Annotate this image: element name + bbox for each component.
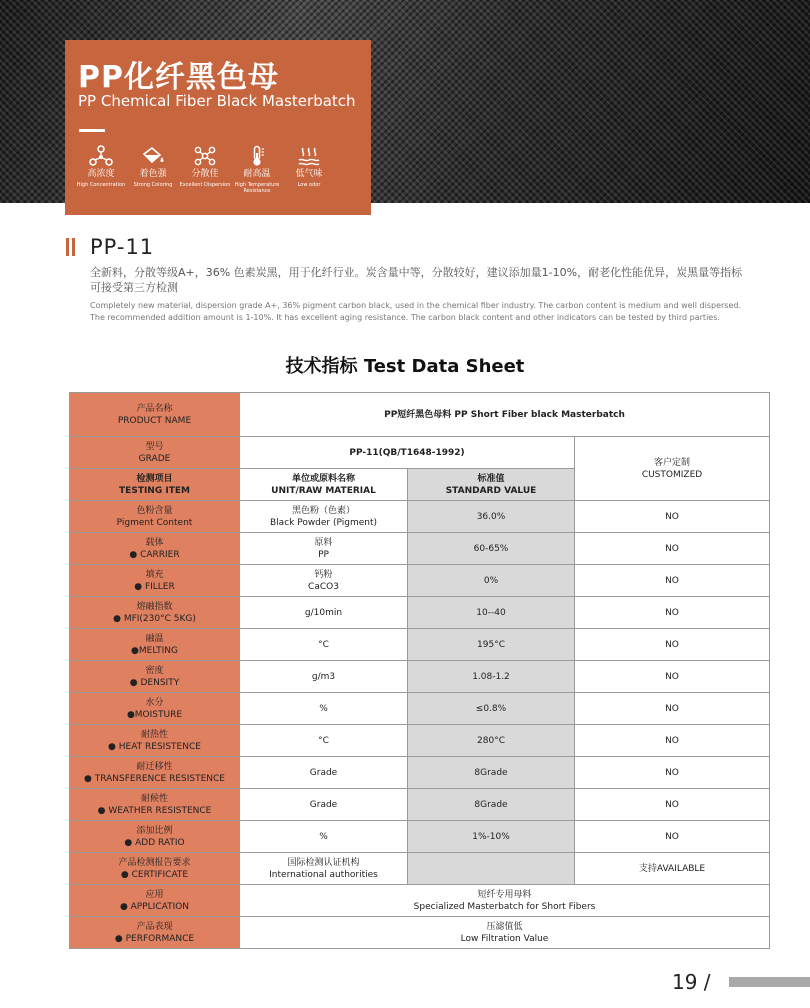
item-label: 产品检测报告要求 ● CERTIFICATE [70, 853, 240, 885]
product-header [66, 235, 154, 259]
item-label: 应用 ● APPLICATION [70, 885, 240, 917]
item-label: 水分 ●MOISTURE [70, 693, 240, 725]
table-row [70, 821, 770, 853]
hero-card [65, 40, 371, 215]
feature-label-en: High Temperature Resistance [234, 182, 280, 194]
feature-strong-coloring [127, 145, 179, 194]
feature-high-temperature [231, 145, 283, 194]
feature-label-en: Low odor [297, 182, 321, 188]
unit-cell: Grade [240, 757, 408, 789]
standard-cell: 10--40 [408, 597, 575, 629]
performance-value: 压滤值低 Low Filtration Value [240, 917, 770, 949]
unit-cell: 国际检测认证机构 International authorities [240, 853, 408, 885]
grade-label: 型号 GRADE [70, 437, 240, 469]
table-row-performance [70, 917, 770, 949]
item-label: 耐候性 ● WEATHER RESISTENCE [70, 789, 240, 821]
customized-cell: NO [575, 661, 770, 693]
customized-cell: NO [575, 501, 770, 533]
customized-cell: NO [575, 757, 770, 789]
table-row [70, 597, 770, 629]
standard-header: 标准值 STANDARD VALUE [408, 469, 575, 501]
item-label: 熔融指数 ● MFI(230°C 5KG) [70, 597, 240, 629]
standard-cell [408, 853, 575, 885]
product-name-label: 产品名称 PRODUCT NAME [70, 393, 240, 437]
feature-label-cn: 高浓度 [87, 169, 115, 179]
item-label: 耐热性 ● HEAT RESISTENCE [70, 725, 240, 757]
table-row [70, 757, 770, 789]
hero-title-cn: PP化纤黑色母 [78, 60, 279, 95]
item-label: 载体 ● CARRIER [70, 533, 240, 565]
standard-cell: 8Grade [408, 789, 575, 821]
page-bar [729, 977, 810, 987]
feature-dispersion [179, 145, 231, 194]
network-nodes-icon [88, 145, 114, 167]
table-row [70, 661, 770, 693]
unit-header: 单位或原料名称 UNIT/RAW MATERIAL [240, 469, 408, 501]
item-label: 填充 ● FILLER [70, 565, 240, 597]
item-label: 产品表现 ● PERFORMANCE [70, 917, 240, 949]
customized-cell: 支持AVAILABLE [575, 853, 770, 885]
customized-cell: NO [575, 597, 770, 629]
hero-divider [79, 129, 105, 132]
thermometer-icon [244, 145, 270, 167]
spec-table [69, 392, 770, 949]
table-row [70, 693, 770, 725]
customized-cell: NO [575, 789, 770, 821]
unit-cell: % [240, 693, 408, 725]
standard-cell: 36.0% [408, 501, 575, 533]
table-row [70, 789, 770, 821]
page-number: 19 / [672, 970, 711, 994]
table-row [70, 501, 770, 533]
low-odor-icon [296, 145, 322, 167]
table-row-product-name [70, 393, 770, 437]
feature-label-en: Excellent Dispersion [179, 182, 231, 188]
customized-cell: NO [575, 533, 770, 565]
table-row-grade [70, 437, 770, 469]
unit-cell: g/10min [240, 597, 408, 629]
feature-high-concentration [75, 145, 127, 194]
application-value: 短纤专用母料 Specialized Masterbatch for Short Fibers [240, 885, 770, 917]
customized-header: 客户定制 CUSTOMIZED [575, 437, 770, 501]
dispersion-icon [192, 145, 218, 167]
unit-cell: Grade [240, 789, 408, 821]
table-row-certificate [70, 853, 770, 885]
feature-list [75, 145, 365, 194]
unit-cell: 黑色粉（色素） Black Powder (Pigment) [240, 501, 408, 533]
standard-cell: 60-65% [408, 533, 575, 565]
section-marker-icon [66, 238, 76, 256]
item-label: 添加比例 ● ADD RATIO [70, 821, 240, 853]
feature-low-odor [283, 145, 335, 194]
item-label: 密度 ● DENSITY [70, 661, 240, 693]
unit-cell: °C [240, 629, 408, 661]
standard-cell: 195°C [408, 629, 575, 661]
table-row [70, 629, 770, 661]
feature-label-en: High Concentration [76, 182, 126, 188]
unit-cell: 钙粉 CaCO3 [240, 565, 408, 597]
standard-cell: ≤0.8% [408, 693, 575, 725]
table-row [70, 533, 770, 565]
product-name-value: PP短纤黑色母料 PP Short Fiber black Masterbatch [240, 393, 770, 437]
standard-cell: 1%-10% [408, 821, 575, 853]
item-label: 融温 ●MELTING [70, 629, 240, 661]
customized-cell: NO [575, 821, 770, 853]
sheet-title: 技术指标 Test Data Sheet [285, 356, 525, 377]
standard-cell: 0% [408, 565, 575, 597]
customized-cell: NO [575, 693, 770, 725]
standard-cell: 280°C [408, 725, 575, 757]
customized-cell: NO [575, 629, 770, 661]
paint-bucket-icon [140, 145, 166, 167]
hero-title-en: PP Chemical Fiber Black Masterbatch [78, 92, 356, 110]
table-row [70, 725, 770, 757]
product-description-en: Completely new material, dispersion grade A+, 36% pigment carbon black, used in the chemical fiber industry. The carbon content is medium and well dispersed. The recommended addition amount is 1-10%. It has excellent aging resistance. The carbon black content and other indicators can be tested by third parties. [90, 301, 741, 322]
standard-cell: 8Grade [408, 757, 575, 789]
testing-item-label: 检测项目 TESTING ITEM [70, 469, 240, 501]
unit-cell: g/m3 [240, 661, 408, 693]
unit-cell: °C [240, 725, 408, 757]
product-description-cn: 全新料，分散等级A+，36% 色素炭黑，用于化纤行业。炭含量中等，分散较好，建议添加量1-10%，耐老化性能优异，炭黑量等指标可接受第三方检测 [90, 266, 743, 294]
customized-cell: NO [575, 565, 770, 597]
feature-label-cn: 低气味 [295, 169, 323, 179]
feature-label-en: Strong Coloring [133, 182, 173, 188]
item-label: 色粉含量 Pigment Content [70, 501, 240, 533]
feature-label-cn: 分散佳 [191, 169, 219, 179]
feature-label-cn: 着色强 [139, 169, 167, 179]
item-label: 耐迁移性 ● TRANSFERENCE RESISTENCE [70, 757, 240, 789]
table-row [70, 565, 770, 597]
standard-cell: 1.08-1.2 [408, 661, 575, 693]
unit-cell: 原料 PP [240, 533, 408, 565]
grade-value: PP-11(QB/T1648-1992) [240, 437, 575, 469]
customized-cell: NO [575, 725, 770, 757]
unit-cell: % [240, 821, 408, 853]
table-row-application [70, 885, 770, 917]
product-code: PP-11 [90, 235, 155, 259]
feature-label-cn: 耐高温 [243, 169, 271, 179]
